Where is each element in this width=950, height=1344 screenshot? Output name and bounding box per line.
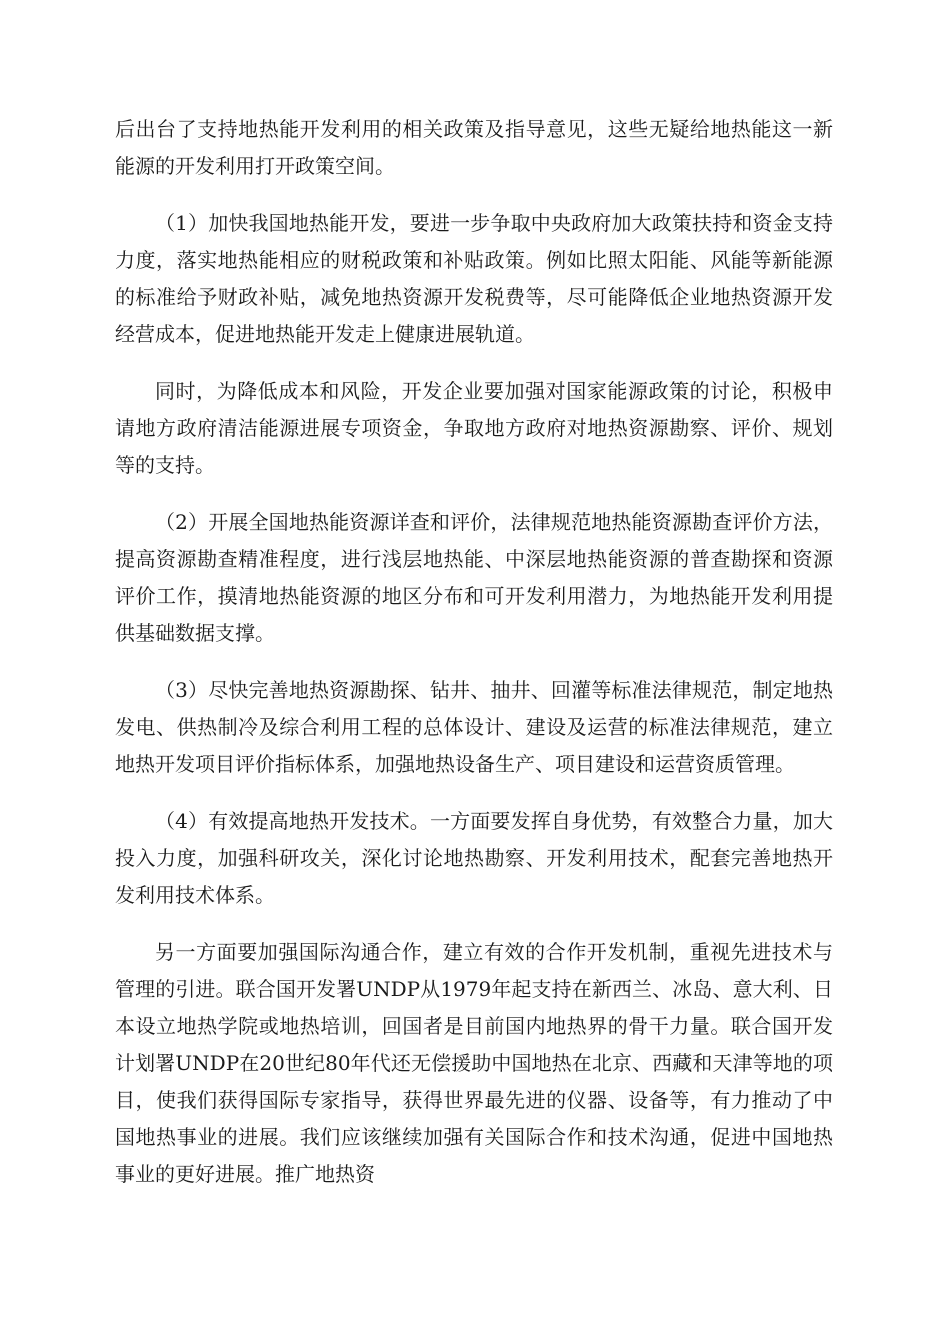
paragraph-meanwhile: 同时，为降低成本和风险，开发企业要加强对国家能源政策的讨论，积极申请地方政府清洁能源进展专项资金，争取地方政府对地热资源勘察、评价、规划等的支持。 bbox=[115, 379, 833, 477]
paragraph-item-3: （3）尽快完善地热资源勘探、钻井、抽井、回灌等标准法律规范，制定地热发电、供热制冷及综合利用工程的总体设计、建设及运营的标准法律规范，建立地热开发项目评价指标体系，加强地热设备生产、项目建设和运营资质管理。 bbox=[115, 678, 833, 776]
paragraph-item-2: （2）开展全国地热能资源详查和评价，法律规范地热能资源勘查评价方法，提高资源勘查精准程度，进行浅层地热能、中深层地热能资源的普查勘探和资源评价工作，摸清地热能资源的地区分布和可开发利用潜力，为地热能开发利用提供基础数据支撑。 bbox=[115, 510, 833, 645]
paragraph-intro-continuation: 后出台了支持地热能开发利用的相关政策及指导意见，这些无疑给地热能这一新能源的开发利用打开政策空间。 bbox=[115, 117, 833, 178]
document-body bbox=[115, 111, 833, 1213]
paragraph-item-4: （4）有效提高地热开发技术。一方面要发挥自身优势，有效整合力量，加大投入力度，加强科研攻关，深化讨论地热勘察、开发利用技术，配套完善地热开发利用技术体系。 bbox=[115, 809, 833, 907]
paragraph-international-cooperation: 另一方面要加强国际沟通合作，建立有效的合作开发机制，重视先进技术与管理的引进。联合国开发署UNDP从1979年起支持在新西兰、冰岛、意大利、日本设立地热学院或地热培训，回国者是目前国内地热界的骨干力量。联合国开发计划署UNDP在20世纪80年代还无偿援助中国地热在北京、西藏和天津等地的项目，使我们获得国际专家指导，获得世界最先进的仪器、设备等，有力推动了中国地热事业的进展。我们应该继续加强有关国际合作和技术沟通，促进中国地热事业的更好进展。推广地热资 bbox=[115, 940, 833, 1186]
paragraph-item-1: （1）加快我国地热能开发，要进一步争取中央政府加大政策扶持和资金支持力度，落实地热能相应的财税政策和补贴政策。例如比照太阳能、风能等新能源的标准给予财政补贴，减免地热资源开发税费等，尽可能降低企业地热资源开发经营成本，促进地热能开发走上健康进展轨道。 bbox=[115, 211, 833, 346]
